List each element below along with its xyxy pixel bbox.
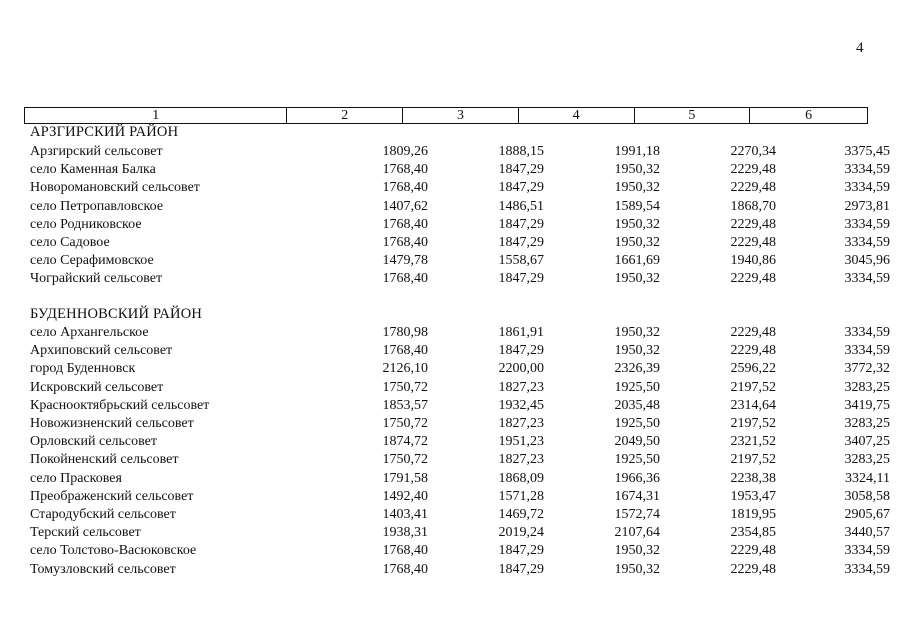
settlement-name: Чограйский сельсовет xyxy=(30,271,163,287)
value-cell-col-3: 1847,29 xyxy=(498,561,544,577)
table-row xyxy=(30,451,890,469)
value-cell-col-2: 1407,62 xyxy=(382,198,428,214)
table-row xyxy=(30,143,890,161)
settlement-name: село Петропавловское xyxy=(30,198,164,214)
value-cell-col-2: 1780,98 xyxy=(382,325,428,340)
value-cell-col-3: 1847,29 xyxy=(498,216,544,232)
table-row xyxy=(30,198,890,216)
table-row xyxy=(30,342,890,360)
value-cell-col-2: 1938,31 xyxy=(382,525,428,541)
value-cell-col-5: 1953,47 xyxy=(730,488,776,504)
settlement-name: село Толстово-Васюковское xyxy=(30,543,197,559)
value-cell-col-2: 1809,26 xyxy=(382,144,428,159)
settlement-name: Искровский сельсовет xyxy=(30,379,164,395)
settlement-name: город Буденновск xyxy=(30,361,136,377)
value-cell-col-2: 1403,41 xyxy=(382,507,428,522)
value-cell-col-2: 1750,72 xyxy=(382,379,428,395)
value-cell-col-6: 3324,11 xyxy=(845,470,890,486)
value-cell-col-5: 2238,38 xyxy=(730,470,776,486)
district-title: БУДЕННОВСКИЙ РАЙОН xyxy=(30,306,203,322)
value-cell-col-3: 1827,23 xyxy=(498,379,544,395)
value-cell-col-4: 1991,18 xyxy=(614,144,660,159)
table-row xyxy=(30,506,890,524)
value-cell-col-5: 2229,48 xyxy=(730,561,776,577)
value-cell-col-6: 3283,25 xyxy=(844,379,890,395)
value-cell-col-4: 1950,32 xyxy=(614,216,660,232)
value-cell-col-3: 1558,67 xyxy=(498,253,544,269)
value-cell-col-2: 1492,40 xyxy=(382,488,428,504)
value-cell-col-5: 2229,48 xyxy=(730,325,776,340)
value-cell-col-6: 3375,45 xyxy=(844,144,890,159)
settlement-name: село Прасковея xyxy=(30,470,122,486)
value-cell-col-6: 3334,59 xyxy=(844,235,890,250)
table-row xyxy=(30,360,890,378)
column-header-4: 4 xyxy=(519,108,635,123)
table-row xyxy=(30,415,890,433)
value-cell-col-6: 2973,81 xyxy=(844,198,890,214)
value-cell-col-2: 1750,72 xyxy=(382,452,428,468)
table-row xyxy=(30,161,890,179)
value-cell-col-4: 1950,32 xyxy=(614,235,660,250)
value-cell-col-4: 1950,32 xyxy=(614,543,660,559)
value-cell-col-4: 1950,32 xyxy=(614,343,660,359)
value-cell-col-2: 1768,40 xyxy=(382,561,428,577)
value-cell-col-6: 3283,25 xyxy=(844,452,890,468)
column-header-2: 2 xyxy=(287,108,403,123)
settlement-name: село Родниковское xyxy=(30,216,142,232)
value-cell-col-5: 2321,52 xyxy=(730,434,776,450)
value-cell-col-4: 2326,39 xyxy=(614,361,660,377)
settlement-name: село Архангельское xyxy=(30,325,149,340)
value-cell-col-6: 3334,59 xyxy=(844,180,890,196)
settlement-name: Покойненский сельсовет xyxy=(30,452,179,468)
value-cell-col-3: 1847,29 xyxy=(498,235,544,250)
value-cell-col-2: 1874,72 xyxy=(382,434,428,450)
value-cell-col-5: 2596,22 xyxy=(730,361,776,377)
value-cell-col-5: 2229,48 xyxy=(730,180,776,196)
settlement-name: Терский сельсовет xyxy=(30,525,141,541)
table-row xyxy=(30,379,890,397)
settlement-name: Архиповский сельсовет xyxy=(30,343,173,359)
value-cell-col-2: 1768,40 xyxy=(382,235,428,250)
value-cell-col-2: 1853,57 xyxy=(382,397,428,413)
value-cell-col-5: 2270,34 xyxy=(730,144,776,159)
value-cell-col-6: 3334,59 xyxy=(844,543,890,559)
column-header-1: 1 xyxy=(25,108,287,123)
value-cell-col-3: 1847,29 xyxy=(498,343,544,359)
settlement-name: Новоромановский сельсовет xyxy=(30,180,200,196)
value-cell-col-3: 2019,24 xyxy=(498,525,544,541)
value-cell-col-3: 1932,45 xyxy=(498,397,544,413)
value-cell-col-2: 1768,40 xyxy=(382,216,428,232)
value-cell-col-4: 2107,64 xyxy=(614,525,660,541)
value-cell-col-5: 2229,48 xyxy=(730,162,776,178)
value-cell-col-3: 1827,23 xyxy=(498,452,544,468)
value-cell-col-3: 1868,09 xyxy=(498,470,544,486)
district-title: АРЗГИРСКИЙ РАЙОН xyxy=(30,124,179,140)
table-row xyxy=(30,397,890,415)
column-header-6: 6 xyxy=(805,108,813,123)
value-cell-col-2: 1479,78 xyxy=(382,253,428,269)
value-cell-col-6: 3772,32 xyxy=(844,361,890,377)
value-cell-col-3: 1951,23 xyxy=(498,434,544,450)
table-row xyxy=(30,524,890,542)
table-row xyxy=(30,561,890,579)
settlement-name: Стародубский сельсовет xyxy=(30,507,176,522)
settlement-name: село Каменная Балка xyxy=(30,162,156,178)
value-cell-col-2: 1791,58 xyxy=(382,470,428,486)
value-cell-col-6: 3334,59 xyxy=(844,271,890,287)
settlement-name: Новожизненский сельсовет xyxy=(30,416,194,431)
value-cell-col-5: 1868,70 xyxy=(730,198,776,214)
table-row xyxy=(30,234,890,252)
settlement-name: Арзгирский сельсовет xyxy=(30,144,163,159)
value-cell-col-6: 3334,59 xyxy=(844,162,890,178)
value-cell-col-5: 2197,52 xyxy=(730,452,776,468)
column-header-5: 5 xyxy=(635,108,751,123)
value-cell-col-3: 1847,29 xyxy=(498,271,544,287)
value-cell-col-3: 1571,28 xyxy=(498,488,544,504)
value-cell-col-4: 2035,48 xyxy=(614,397,660,413)
table-row xyxy=(30,324,890,342)
value-cell-col-2: 1768,40 xyxy=(382,180,428,196)
value-cell-col-3: 1888,15 xyxy=(498,144,544,159)
value-cell-col-3: 1486,51 xyxy=(498,198,544,214)
value-cell-col-3: 1847,29 xyxy=(498,162,544,178)
table-row xyxy=(30,488,890,506)
page-number: 4 xyxy=(856,40,864,56)
settlement-name: Преображенский сельсовет xyxy=(30,488,194,504)
value-cell-col-3: 2200,00 xyxy=(498,361,544,377)
value-cell-col-5: 1940,86 xyxy=(730,253,776,269)
settlement-name: Томузловский сельсовет xyxy=(30,561,176,577)
value-cell-col-4: 1572,74 xyxy=(614,507,660,522)
value-cell-col-5: 2314,64 xyxy=(730,397,776,413)
table-header-row xyxy=(24,107,868,124)
value-cell-col-6: 3440,57 xyxy=(844,525,890,541)
value-cell-col-3: 1827,23 xyxy=(498,416,544,431)
table-row xyxy=(30,179,890,197)
value-cell-col-5: 2354,85 xyxy=(730,525,776,541)
value-cell-col-2: 1768,40 xyxy=(382,162,428,178)
value-cell-col-2: 1750,72 xyxy=(382,416,428,431)
value-cell-col-6: 3407,25 xyxy=(844,434,890,450)
table-row xyxy=(30,470,890,488)
settlement-name: село Садовое xyxy=(30,235,110,250)
value-cell-col-4: 1925,50 xyxy=(614,416,660,431)
settlement-name: село Серафимовское xyxy=(30,253,154,269)
value-cell-col-4: 1950,32 xyxy=(614,325,660,340)
value-cell-col-5: 2229,48 xyxy=(730,216,776,232)
value-cell-col-5: 2229,48 xyxy=(730,343,776,359)
value-cell-col-5: 2197,52 xyxy=(730,416,776,431)
table-row xyxy=(30,542,890,560)
value-cell-col-4: 1950,32 xyxy=(614,271,660,287)
value-cell-col-4: 1589,54 xyxy=(614,198,660,214)
table-row xyxy=(30,216,890,234)
table-row xyxy=(30,433,890,451)
table-row xyxy=(30,270,890,288)
value-cell-col-6: 3419,75 xyxy=(844,397,890,413)
table-row xyxy=(30,252,890,270)
settlement-name: Орловский сельсовет xyxy=(30,434,157,450)
value-cell-col-4: 1925,50 xyxy=(614,379,660,395)
value-cell-col-3: 1847,29 xyxy=(498,543,544,559)
value-cell-col-4: 1925,50 xyxy=(614,452,660,468)
value-cell-col-6: 3058,58 xyxy=(844,488,890,504)
value-cell-col-3: 1861,91 xyxy=(498,325,544,340)
value-cell-col-6: 3283,25 xyxy=(844,416,890,431)
value-cell-col-5: 2197,52 xyxy=(730,379,776,395)
value-cell-col-4: 1661,69 xyxy=(614,253,660,269)
settlement-name: Краснооктябрьский сельсовет xyxy=(30,397,210,413)
value-cell-col-5: 1819,95 xyxy=(730,507,776,522)
value-cell-col-2: 2126,10 xyxy=(382,361,428,377)
value-cell-col-4: 2049,50 xyxy=(614,434,660,450)
value-cell-col-4: 1950,32 xyxy=(614,561,660,577)
value-cell-col-3: 1469,72 xyxy=(498,507,544,522)
value-cell-col-4: 1966,36 xyxy=(614,470,660,486)
column-header-3: 3 xyxy=(403,108,519,123)
value-cell-col-4: 1674,31 xyxy=(614,488,660,504)
value-cell-col-5: 2229,48 xyxy=(730,235,776,250)
value-cell-col-6: 3334,59 xyxy=(844,343,890,359)
value-cell-col-2: 1768,40 xyxy=(382,271,428,287)
value-cell-col-5: 2229,48 xyxy=(730,543,776,559)
value-cell-col-6: 3334,59 xyxy=(844,561,890,577)
value-cell-col-4: 1950,32 xyxy=(614,162,660,178)
value-cell-col-4: 1950,32 xyxy=(614,180,660,196)
value-cell-col-5: 2229,48 xyxy=(730,271,776,287)
value-cell-col-6: 3045,96 xyxy=(844,253,890,269)
value-cell-col-2: 1768,40 xyxy=(382,343,428,359)
value-cell-col-6: 2905,67 xyxy=(844,507,890,522)
value-cell-col-6: 3334,59 xyxy=(844,216,890,232)
value-cell-col-2: 1768,40 xyxy=(382,543,428,559)
value-cell-col-3: 1847,29 xyxy=(498,180,544,196)
value-cell-col-6: 3334,59 xyxy=(844,325,890,340)
